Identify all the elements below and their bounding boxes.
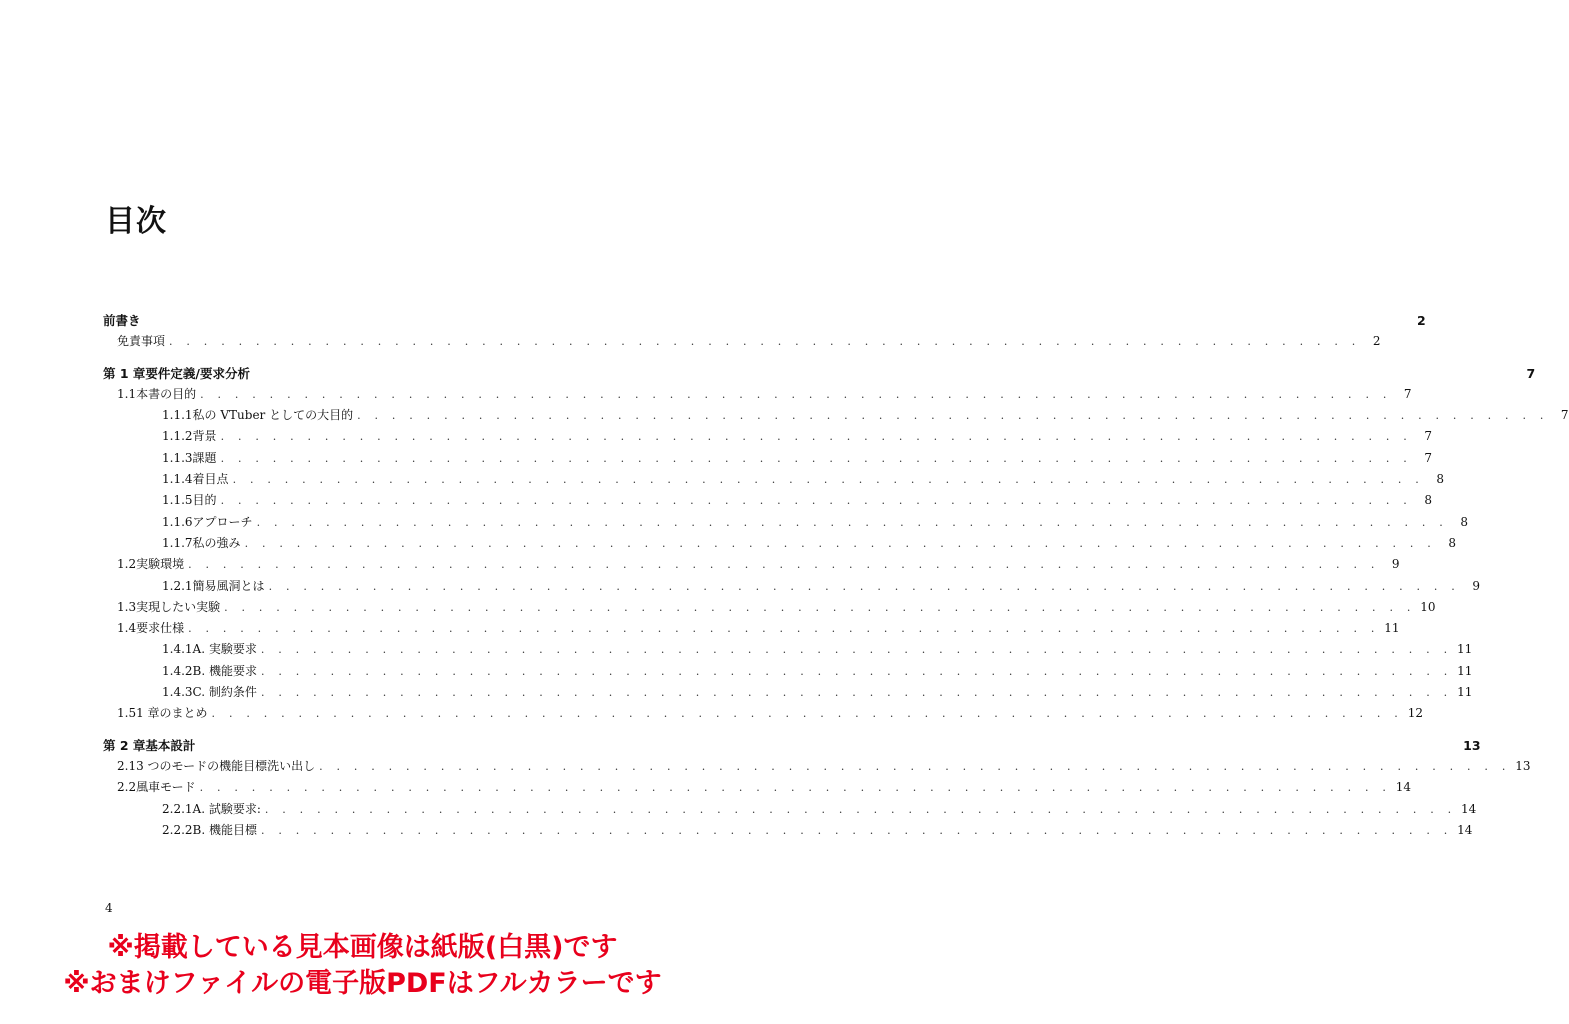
toc-entry-number: 1.1 xyxy=(117,386,137,401)
dot-leader: . . . . . . . . . . . . . . . . . . . . . . . . . . . . . . . . . . . . . . . . . . . . . . . . . . . . . . . . . . . . . . . . . . . . . xyxy=(188,622,1380,636)
toc-entry-label: 基本設計 xyxy=(145,737,196,753)
toc-entry[interactable] xyxy=(103,555,1400,576)
toc-entry-page: 13 xyxy=(1463,737,1481,753)
toc-entry-number: 1.3 xyxy=(117,599,137,614)
toc-entry-label: 実現したい実験 xyxy=(136,599,221,614)
toc-entry-page: 11 xyxy=(1457,663,1473,678)
toc-entry-label: 目的 xyxy=(192,493,217,508)
toc-entry[interactable] xyxy=(103,491,1432,512)
toc-entry[interactable] xyxy=(103,757,1531,778)
toc-entry-label: 着目点 xyxy=(192,472,229,487)
toc-entry[interactable] xyxy=(103,427,1432,448)
toc-entry-number: 1.1.2 xyxy=(162,429,193,444)
toc-entry[interactable] xyxy=(103,406,1569,427)
toc-entry[interactable] xyxy=(103,311,1426,332)
dot-leader: . . . . . . . . . . . . . . . . . . . . . . . . . . . . . . . . . . . . . . . . . . . . . . . . . . . . . . . . . . . . . . . . . . . . . xyxy=(264,802,1457,816)
toc-entry-label: C. 制約条件 xyxy=(192,685,257,700)
dot-leader: . . . . . . . . . . . . . . . . . . . . . . . . . . . . . . . . . . . . . . . . . . . . . . . . . . . . . . . . . . . . . . . . . . . . . xyxy=(199,781,1392,795)
toc-entry-page: 7 xyxy=(1526,365,1536,381)
toc-entry-label: 背景 xyxy=(192,429,217,444)
toc-entry-page: 14 xyxy=(1461,801,1477,816)
bonus-file-notice: ※おまけファイルの電子版PDFはフルカラーです xyxy=(63,968,662,999)
toc-entry-number: 1.4.2 xyxy=(162,663,193,678)
dot-leader: . . . . . . . . . . . . . . . . . . . . . . . . . . . . . . . . . . . . . . . . . . . . . . . . . . . . . . . . . . . . . . . . . . . . . xyxy=(200,387,1392,401)
toc-entry-label: B. 機能要求 xyxy=(192,663,257,678)
dot-leader: . . . . . . . . . . . . . . . . . . . . . . . . . . . . . . . . . . . . . . . . . . . . . . . . . . . . . . . . . . . . . . . . . . . . . xyxy=(256,515,1448,529)
toc-entry[interactable] xyxy=(103,470,1444,491)
toc-entry[interactable] xyxy=(103,449,1432,470)
toc-entry[interactable] xyxy=(103,821,1473,842)
toc-entry-page: 2 xyxy=(1372,334,1381,349)
toc-entry[interactable] xyxy=(103,332,1381,353)
toc-entry-number: 1.1.5 xyxy=(162,493,193,508)
toc-entry-number: 1.1.4 xyxy=(162,472,193,487)
toc-entry-page: 8 xyxy=(1448,535,1456,550)
toc-entry-page: 8 xyxy=(1436,472,1444,487)
toc-entry[interactable] xyxy=(103,778,1412,799)
toc-entry[interactable] xyxy=(103,385,1412,406)
dot-leader: . . . . . . . . . . . . . . . . . . . . . . . . . . . . . . . . . . . . . . . . . . . . . . . . . . . . . . . . . . . . . . . . . . . . . xyxy=(220,494,1412,508)
toc-entry-page: 12 xyxy=(1407,706,1423,721)
toc-entry-number: 1.1.1 xyxy=(162,408,193,423)
toc-entry-page: 11 xyxy=(1457,642,1473,657)
toc-entry-page: 14 xyxy=(1395,780,1412,795)
toc-entry-number: 1.1.7 xyxy=(162,535,193,550)
toc-entry-page: 10 xyxy=(1420,599,1436,614)
toc-entry-number: 第 1 章 xyxy=(103,365,146,381)
dot-leader: . . . . . . . . . . . . . . . . . . . . . . . . . . . . . . . . . . . . . . . . . . . . . . . . . . . . . . . . . . . . . . . . . . . . . xyxy=(260,643,1453,657)
toc-entry-page: 8 xyxy=(1424,493,1432,508)
toc-entry-page: 2 xyxy=(1416,313,1426,328)
toc-entry[interactable] xyxy=(103,534,1456,555)
toc-entry-label: A. 試験要求: xyxy=(192,801,261,816)
toc-entry-page: 7 xyxy=(1424,450,1432,465)
dot-leader: . . . . . . . . . . . . . . . . . . . . . . . . . . . . . . . . . . . . . . . . . . . . . . . . . . . . . . . . . . . . . . . . . . . . . xyxy=(261,664,1453,678)
dot-leader: . . . . . . . . . . . . . . . . . . . . . . . . . . . . . . . . . . . . . . . . . . . . . . . . . . . . . . . . . . . . . . . . . . . . . xyxy=(319,759,1511,773)
dot-leader: . . . . . . . . . . . . . . . . . . . . . . . . . . . . . . . . . . . . . . . . . . . . . . . . . . . . . . . . . . . . . . . . . . . . . xyxy=(211,707,1403,721)
toc-entry-label: 3 つのモードの機能目標洗い出し xyxy=(136,758,316,773)
toc-entry[interactable] xyxy=(103,800,1477,821)
toc-entry-number: 1.2.1 xyxy=(162,578,193,593)
dot-leader: . . . . . . . . . . . . . . . . . . . . . . . . . . . . . . . . . . . . . . . . . . . . . . . . . . . . . . . . . . . . . . . . . . . . . xyxy=(244,536,1436,550)
toc-entry-number: 2.2.2 xyxy=(162,822,193,837)
toc-entry-label: B. 機能目標 xyxy=(192,822,257,837)
toc-entry-label: 課題 xyxy=(192,450,217,465)
toc-entry[interactable] xyxy=(103,662,1473,683)
toc-entry-number: 1.2 xyxy=(117,557,137,572)
dot-leader: . . . . . . . . . . . . . . . . . . . . . . . . . . . . . . . . . . . . . . . . . . . . . . . . . . . . . . . . . . . . . . . . . . . . . xyxy=(188,558,1380,572)
toc-entry-label: 私の VTuber としての大目的 xyxy=(192,408,354,423)
toc-entry-page: 8 xyxy=(1460,514,1468,529)
toc-entry-label: アプローチ xyxy=(192,514,253,529)
toc-entry-page: 9 xyxy=(1391,557,1400,572)
toc-entry-page: 11 xyxy=(1384,621,1400,636)
toc-entry-number: 1.4.1 xyxy=(162,642,193,657)
toc-entry-label: A. 実験要求 xyxy=(192,642,257,657)
toc-entry-label: 風車モード xyxy=(136,780,196,795)
toc-entry-number: 2.2.1 xyxy=(162,801,193,816)
toc-entry-page: 9 xyxy=(1472,578,1480,593)
toc-entry-label: 実験環境 xyxy=(136,557,185,572)
sample-image-notice: ※掲載している見本画像は紙版(白黒)です xyxy=(107,932,618,963)
toc-entry[interactable] xyxy=(103,704,1423,725)
toc-entry[interactable] xyxy=(103,598,1436,619)
toc-entry-number: 2.1 xyxy=(117,758,137,773)
toc-entry-label: 要求仕様 xyxy=(136,621,185,636)
toc-entry-number: 1.1.3 xyxy=(162,450,193,465)
toc-entry-page: 7 xyxy=(1424,429,1432,444)
toc-entry[interactable] xyxy=(103,513,1468,534)
toc-entry-label: 簡易風洞とは xyxy=(192,578,265,593)
toc-entry[interactable] xyxy=(103,619,1400,640)
toc-entry[interactable] xyxy=(103,577,1480,598)
toc-entry[interactable] xyxy=(103,736,1481,757)
toc-entry-number: 1.4 xyxy=(117,621,137,636)
toc-entry-number: 1.1.6 xyxy=(162,514,193,529)
toc-entry-number: 2.2 xyxy=(117,780,137,795)
dot-leader: . . . . . . . . . . . . . . . . . . . . . . . . . . . . . . . . . . . . . . . . . . . . . . . . . . . . . . . . . . . . . . . . . . . . . xyxy=(220,451,1412,465)
toc-entry-page: 7 xyxy=(1560,408,1569,423)
toc-entry[interactable] xyxy=(103,364,1536,385)
toc-entry-number: 第 2 章 xyxy=(103,737,146,753)
toc-entry[interactable] xyxy=(103,683,1473,704)
toc-entry-label: 私の強み xyxy=(192,535,241,550)
dot-leader: . . . . . . . . . . . . . . . . . . . . . . . . . . . . . . . . . . . . . . . . . . . . . . . . . . . . . . . . . . . . . . . . . . . . . xyxy=(260,686,1453,700)
dot-leader: . . . . . . . . . . . . . . . . . . . . . . . . . . . . . . . . . . . . . . . . . . . . . . . . . . . . . . . . . . . . . . . . . . . . . xyxy=(261,823,1453,837)
dot-leader: . . . . . . . . . . . . . . . . . . . . . . . . . . . . . . . . . . . . . . . . . . . . . . . . . . . . . . . . . . . . . . . . . . . . . xyxy=(224,600,1416,614)
toc-entry-label: 1 章のまとめ xyxy=(136,706,208,721)
page-number: 4 xyxy=(105,901,113,915)
page-title: 目次 xyxy=(105,204,167,239)
toc-entry[interactable] xyxy=(103,640,1473,661)
dot-leader: . . . . . . . . . . . . . . . . . . . . . . . . . . . . . . . . . . . . . . . . . . . . . . . . . . . . . . . . . . . . . . . . . . . . . xyxy=(268,579,1460,593)
toc-entry-label: 前書き xyxy=(103,313,141,328)
toc-entry-number: 1.5 xyxy=(117,706,137,721)
toc-entry-page: 7 xyxy=(1403,386,1412,401)
toc-entry-page: 11 xyxy=(1457,685,1473,700)
toc-entry-number: 1.4.3 xyxy=(162,685,193,700)
toc-entry-label: 免責事項 xyxy=(117,334,166,349)
toc-entry-label: 本書の目的 xyxy=(136,386,197,401)
toc-entry-page: 13 xyxy=(1515,758,1531,773)
dot-leader: . . . . . . . . . . . . . . . . . . . . . . . . . . . . . . . . . . . . . . . . . . . . . . . . . . . . . . . . . . . . . . . . . . . . . xyxy=(169,335,1361,349)
dot-leader: . . . . . . . . . . . . . . . . . . . . . . . . . . . . . . . . . . . . . . . . . . . . . . . . . . . . . . . . . . . . . . . . . . . . . xyxy=(357,409,1549,423)
toc-entry-page: 14 xyxy=(1457,822,1473,837)
dot-leader: . . . . . . . . . . . . . . . . . . . . . . . . . . . . . . . . . . . . . . . . . . . . . . . . . . . . . . . . . . . . . . . . . . . . . xyxy=(220,430,1412,444)
toc-entry-label: 要件定義/要求分析 xyxy=(145,365,250,381)
table-of-contents xyxy=(103,311,1569,842)
dot-leader: . . . . . . . . . . . . . . . . . . . . . . . . . . . . . . . . . . . . . . . . . . . . . . . . . . . . . . . . . . . . . . . . . . . . . xyxy=(232,473,1424,487)
